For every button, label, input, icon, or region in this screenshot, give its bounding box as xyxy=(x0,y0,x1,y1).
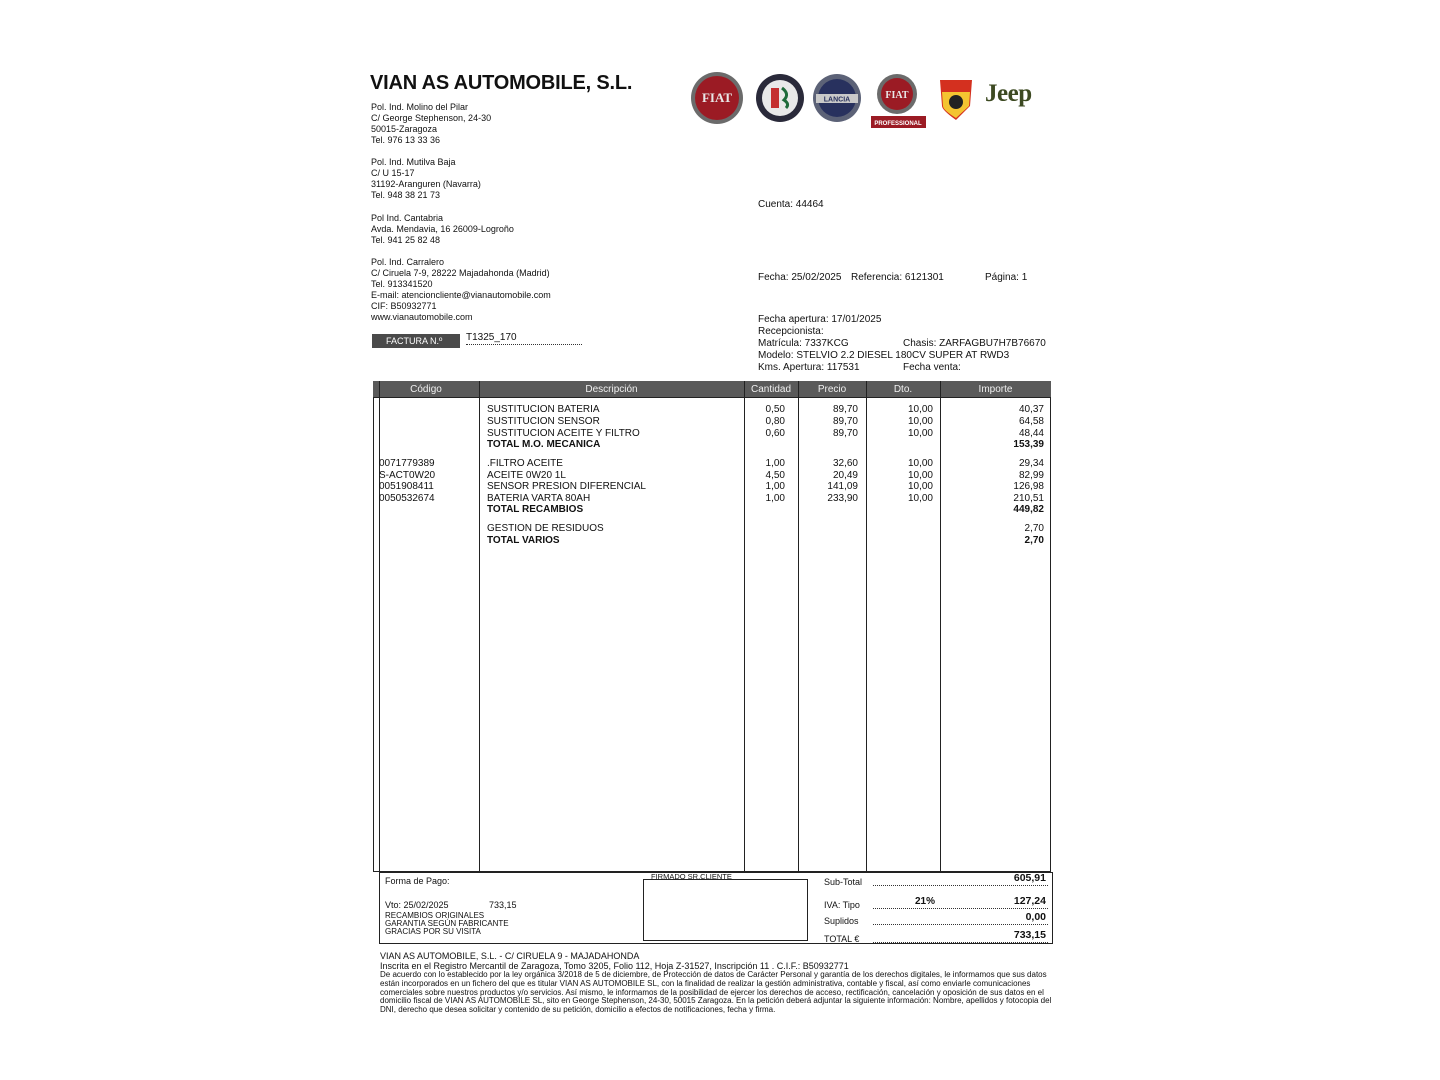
branch-line: www.vianautomobile.com xyxy=(371,312,473,322)
line-importe: 64,58 xyxy=(1018,416,1044,427)
note-line: RECAMBIOS ORIGINALES xyxy=(385,911,485,920)
legal-line-privacy: De acuerdo con lo establecido por la ley orgánica 3/2018 de 5 de diciembre, de Protección de datos de Carácter Personal y garantía de los derechos digitales, le informamos que sus datos están incorporados en un fichero del que es titular VIAN AS AUTOMOBILE SL, con la finalidad de realizar la gestión administrativa, contable y fiscal, así como enviarle comunicaciones comerciales sobre nuestros productos y/o servicios. Así mismo, le informamos de la posibilidad de ejercer los derechos de acceso, rectificación, cancelación y oposición de sus datos en el domicilio fiscal de VIAN AS AUTOMOBILE SL, sito en George Stephenson, 24-30, 50015 Zaragoza. En la petición deberá adjuntar la siguiente información: Nombre, apellidos y fotocopia del DNI, derecho que desea solicitar y contenido de su petición, domicilio a efectos de notificaciones, fecha y firma. xyxy=(380,970,1052,1015)
branch-line: Tel. 941 25 82 48 xyxy=(371,235,441,245)
line-descripcion: SUSTITUCION BATERIA xyxy=(487,404,600,415)
table-header xyxy=(373,381,1051,397)
col-cantidad: Cantidad xyxy=(750,384,792,395)
line-precio: 89,70 xyxy=(832,404,858,415)
svg-text:FIAT: FIAT xyxy=(885,90,909,101)
branch-line: Pol Ind. Cantabria xyxy=(371,213,444,223)
branch-line: Tel. 976 13 33 36 xyxy=(371,135,441,145)
svg-text:LANCIA: LANCIA xyxy=(823,96,851,104)
line-descripcion: ACEITE 0W20 1L xyxy=(487,470,566,481)
line-importe: 82,99 xyxy=(1018,470,1044,481)
note-line: GARANTIA SEGÚN FABRICANTE xyxy=(385,919,509,928)
line-dto: 10,00 xyxy=(907,470,933,481)
iva-value: 127,24 xyxy=(1013,895,1046,907)
legal-text xyxy=(380,951,1060,1015)
line-descripcion: TOTAL VARIOS xyxy=(487,535,560,546)
line-precio: 20,49 xyxy=(832,470,858,481)
line-dto: 10,00 xyxy=(907,404,933,415)
lancia-logo-icon xyxy=(813,74,861,122)
column-divider xyxy=(798,381,799,872)
fecha-venta: Fecha venta: xyxy=(903,362,961,373)
branch-line: Pol. Ind. Carralero xyxy=(371,257,445,267)
line-descripcion: SUSTITUCION ACEITE Y FILTRO xyxy=(487,428,640,439)
suplidos-label: Suplidos xyxy=(824,916,859,926)
jeep-logo: Jeep xyxy=(985,80,1032,107)
branch-line: Tel. 948 38 21 73 xyxy=(371,190,441,200)
line-descripcion: GESTION DE RESIDUOS xyxy=(487,523,604,534)
column-divider xyxy=(940,381,941,872)
subtotal-value: 605,91 xyxy=(1013,872,1046,884)
factura-number: T1325_170 xyxy=(466,332,582,345)
column-divider xyxy=(866,381,867,872)
line-precio: 233,90 xyxy=(827,493,858,504)
svg-text:FIAT: FIAT xyxy=(701,90,733,105)
line-codigo: 0071779389 xyxy=(379,458,435,469)
branch-navarra xyxy=(371,157,481,201)
branch-line: C/ George Stephenson, 24-30 xyxy=(371,113,492,123)
line-precio: 89,70 xyxy=(832,428,858,439)
vencimiento: Vto: 25/02/2025 xyxy=(385,900,449,910)
note-line: GRACIAS POR SU VISITA xyxy=(385,927,481,936)
iva-rate: 21% xyxy=(915,896,936,907)
branch-line: Avda. Mendavia, 16 26009-Logroño xyxy=(371,224,514,234)
total-label: TOTAL € xyxy=(824,934,860,944)
line-codigo: S-ACT0W20 xyxy=(379,470,436,481)
line-descripcion: .FILTRO ACEITE xyxy=(487,458,563,469)
branch-line: Pol. Ind. Molino del Pilar xyxy=(371,102,469,112)
line-importe: 2,70 xyxy=(1024,523,1044,534)
line-importe: 48,44 xyxy=(1018,428,1044,439)
col-dto: Dto. xyxy=(893,384,913,395)
line-precio: 141,09 xyxy=(827,481,858,492)
col-codigo: Código xyxy=(410,384,442,395)
line-descripcion: SENSOR PRESION DIFERENCIAL xyxy=(487,481,646,492)
branch-line: 50015-Zaragoza xyxy=(371,124,438,134)
branch-line: Tel. 913341520 xyxy=(371,279,433,289)
line-codigo: 0050532674 xyxy=(379,493,435,504)
kms-apertura: Kms. Apertura: 117531 xyxy=(758,362,860,373)
chasis: Chasis: ZARFAGBU7H7B76670 xyxy=(903,338,1046,349)
column-divider xyxy=(479,381,480,872)
recepcionista: Recepcionista: xyxy=(758,326,824,337)
cuenta: Cuenta: 44464 xyxy=(758,199,824,210)
forma-pago: Forma de Pago: xyxy=(385,876,450,886)
line-importe: 40,37 xyxy=(1018,404,1044,415)
column-divider xyxy=(744,381,745,872)
pagina: Página: 1 xyxy=(985,272,1028,283)
company-name: VIAN AS AUTOMOBILE, S.L. xyxy=(370,72,633,94)
line-importe: 449,82 xyxy=(1013,504,1044,515)
line-importe: 29,34 xyxy=(1018,458,1044,469)
line-importe: 210,51 xyxy=(1013,493,1044,504)
legal-line-address: VIAN AS AUTOMOBILE, S.L. - C/ CIRUELA 9 - MAJADAHONDA xyxy=(380,951,640,961)
branch-line: C/ U 15-17 xyxy=(371,168,415,178)
svg-text:PROFESSIONAL: PROFESSIONAL xyxy=(874,121,922,127)
fecha: Fecha: 25/02/2025 xyxy=(758,272,842,283)
fiat-professional-logo-icon xyxy=(871,74,926,128)
line-dto: 10,00 xyxy=(907,458,933,469)
branch-logrono xyxy=(371,213,514,246)
legal-line-registry: Inscrita en el Registro Mercantil de Zaragoza, Tomo 3205, Folio 112, Hoja Z-31527, Inscripción 11 . C.I.F.: B50932771 xyxy=(380,961,849,971)
brand-logos xyxy=(690,70,980,132)
branch-line: Pol. Ind. Mutilva Baja xyxy=(371,157,456,167)
line-cantidad: 0,60 xyxy=(765,428,785,439)
firmado-label: FIRMADO SR.CLIENTE xyxy=(651,872,732,881)
suplidos-value: 0,00 xyxy=(1025,911,1046,923)
line-descripcion: SUSTITUCION SENSOR xyxy=(487,416,600,427)
referencia: Referencia: 6121301 xyxy=(851,272,944,283)
line-codigo: 0051908411 xyxy=(379,481,434,492)
col-descripcion: Descripción xyxy=(585,384,638,395)
column-divider xyxy=(379,381,380,872)
col-importe: Importe xyxy=(978,384,1013,395)
matricula: Matrícula: 7337KCG xyxy=(758,338,849,349)
branch-madrid xyxy=(371,257,551,323)
line-precio: 89,70 xyxy=(832,416,858,427)
branch-line: 31192-Aranguren (Navarra) xyxy=(371,179,481,189)
col-precio: Precio xyxy=(817,384,847,395)
line-cantidad: 1,00 xyxy=(765,493,785,504)
modelo: Modelo: STELVIO 2.2 DIESEL 180CV SUPER AT RWD3 xyxy=(758,350,1010,361)
branch-line: C/ Ciruela 7-9, 28222 Majadahonda (Madrid) xyxy=(371,268,550,278)
line-dto: 10,00 xyxy=(907,428,933,439)
line-importe: 126,98 xyxy=(1013,481,1044,492)
line-cantidad: 4,50 xyxy=(765,470,785,481)
line-dto: 10,00 xyxy=(907,416,933,427)
alfa-romeo-logo-icon xyxy=(756,74,804,122)
abarth-logo-icon xyxy=(940,80,972,120)
line-cantidad: 0,80 xyxy=(765,416,785,427)
subtotal-label: Sub-Total xyxy=(824,877,863,887)
line-importe: 153,39 xyxy=(1013,439,1044,450)
line-precio: 32,60 xyxy=(832,458,858,469)
line-cantidad: 0,50 xyxy=(765,404,785,415)
line-cantidad: 1,00 xyxy=(765,458,785,469)
signature-box xyxy=(643,879,808,941)
line-descripcion: BATERIA VARTA 80AH xyxy=(487,493,591,504)
line-cantidad: 1,00 xyxy=(765,481,785,492)
fecha-apertura: Fecha apertura: 17/01/2025 xyxy=(758,314,882,325)
line-importe: 2,70 xyxy=(1024,535,1044,546)
fiat-logo-icon xyxy=(691,72,743,124)
line-descripcion: TOTAL M.O. MECANICA xyxy=(487,439,601,450)
line-dto: 10,00 xyxy=(907,493,933,504)
vencimiento-amount: 733,15 xyxy=(489,900,517,910)
branch-zaragoza xyxy=(371,102,491,146)
line-dto: 10,00 xyxy=(907,481,933,492)
iva-label: IVA: Tipo xyxy=(824,900,860,910)
factura-label: FACTURA N.º xyxy=(372,334,460,348)
branch-line: CIF: B50932771 xyxy=(371,301,437,311)
branch-line: E-mail: atencioncliente@vianautomobile.com xyxy=(371,290,551,300)
total-value: 733,15 xyxy=(1013,929,1046,941)
line-descripcion: TOTAL RECAMBIOS xyxy=(487,504,584,515)
